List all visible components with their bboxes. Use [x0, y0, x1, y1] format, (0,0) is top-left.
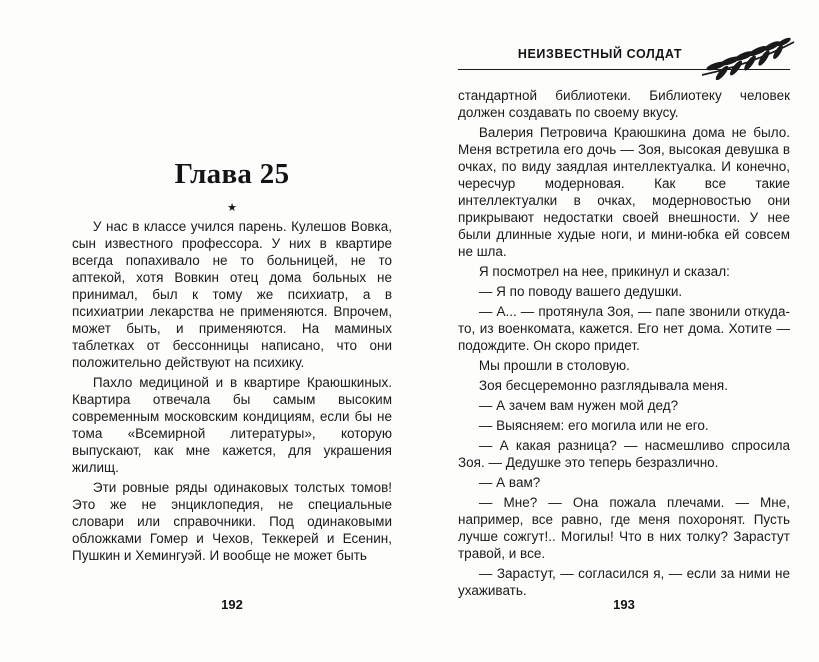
- paragraph: Я посмотрел на нее, прикинул и сказал:: [478, 264, 730, 279]
- page-number-right: 193: [613, 597, 635, 612]
- paragraph: Валерия Петровича Краюшкина дома не было. Меня встретила его дочь — Зоя, высокая девушка в очках, по виду заядлая интеллектуалка. И конечно, чересчур модерновая. Как все такие интеллектуалки в очках, модерновостью они прикрывают недостатки своей внешности. У нее были длинные худые ноги, и мини-юбка ей совсем не шла.: [458, 125, 790, 259]
- paragraph: — Выясняем: его могила или не его.: [478, 418, 709, 433]
- paragraph: Пахло медициной и в квартире Краюшкиных. Квартира отвечала бы самым высоким современным московским кондициям, если бы не тома «Всемирной литературы», которую выпускают, как мне кажется, для украшения жилищ.: [72, 375, 392, 475]
- star-ornament-icon: ★: [227, 202, 237, 214]
- paragraph: — А вам?: [478, 475, 541, 490]
- paragraph: Эти ровные ряды одинаковых толстых томов! Это же не энциклопедия, не специальные словари или справочники. Под одинаковыми обложками Гомер и Чехов, Теккерей и Есенин, Пушкин и Хемингуэй. И вообще не может быть: [72, 480, 392, 563]
- paragraph: — А... — протянула Зоя, — папе звонили откуда-то, из военкомата, кажется. Его нет дома. Хотите — подождите. Он скоро придет.: [458, 304, 790, 353]
- paragraph: — А зачем вам нужен мой дед?: [478, 398, 679, 413]
- running-title: НЕИЗВЕСТНЫЙ СОЛДАТ: [517, 47, 683, 61]
- right-page-text: [458, 87, 790, 602]
- left-page-text: [72, 218, 392, 567]
- paragraph: Мы прошли в столовую.: [478, 358, 630, 373]
- right-page: [458, 0, 790, 662]
- paragraph: Зоя бесцеремонно разглядывала меня.: [478, 378, 728, 393]
- laurel-branch-icon: [700, 36, 796, 80]
- chapter-title: Глава 25: [174, 158, 290, 190]
- paragraph: — Мне? — Она пожала плечами. — Мне, например, все равно, где меня похоронят. Пусть лучше сожгут!.. Могилы! Что в них толку? Зарастут травой, и все.: [458, 495, 790, 561]
- paragraph: У нас в классе учился парень. Кулешов Вовка, сын известного профессора. У них в квартире всегда попахивало не то больницей, не то аптекой, хотя Вовкин отец дома больных не принимал, был к тому же психиатр, а в психиатрии лекарства не применяются. Впрочем, может быть, и применяются. На маминых таблетках от бессонницы написано, что они положительно действуют на психику.: [72, 219, 392, 370]
- paragraph: — А какая разница? — насмешливо спросила Зоя. — Дедушке это теперь безразлично.: [458, 438, 790, 470]
- paragraph: — Я по поводу вашего дедушки.: [478, 284, 683, 299]
- page-number-left: 192: [221, 597, 243, 612]
- left-page: [72, 0, 392, 662]
- paragraph: — Зарастут, — согласился я, — если за ними не ухаживать.: [458, 566, 790, 598]
- paragraph: стандартной библиотеки. Библиотеку человек должен создавать по своему вкусу.: [458, 88, 790, 120]
